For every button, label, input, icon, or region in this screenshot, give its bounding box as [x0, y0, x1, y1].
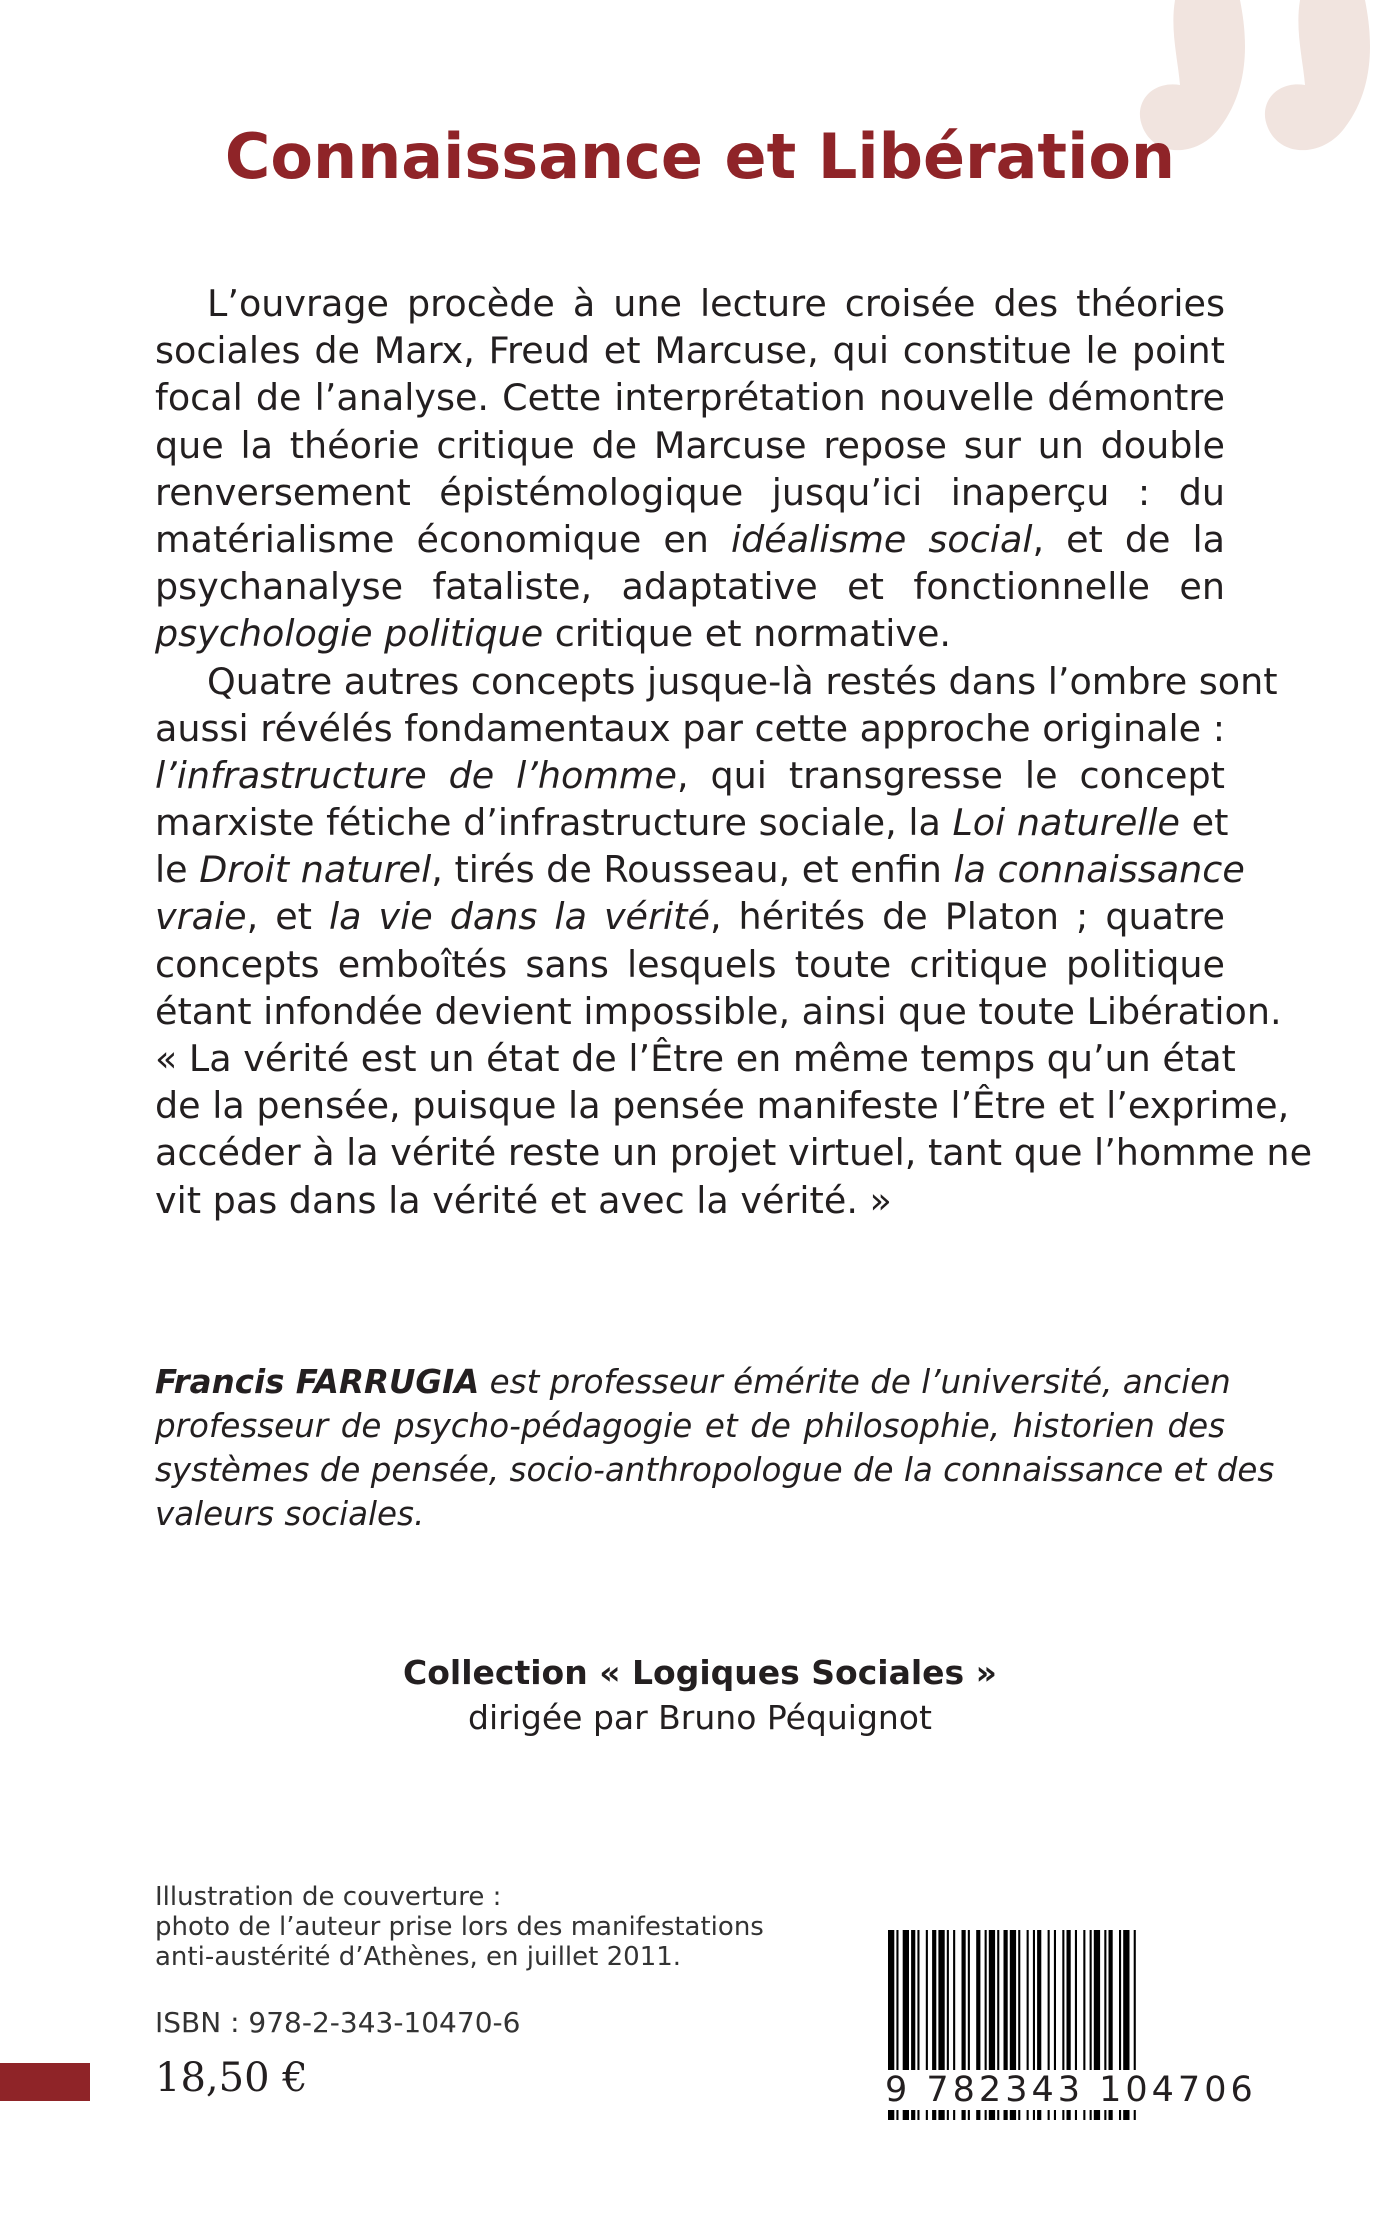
quote-line: de la pensée, puisque la pensée manifeste l’Être et l’exprime, — [155, 1084, 1290, 1128]
summary-line: focal de l’analyse. Cette interprétation nouvelle démontre — [155, 376, 1225, 420]
author-name: Francis FARRUGIA — [155, 1363, 480, 1401]
bio-line: professeur de psycho-pédagogie et de philosophie, historien des — [155, 1407, 1225, 1445]
barcode-digits: 9 782343 104706 — [885, 2070, 1257, 2110]
collection-info — [0, 1650, 1400, 1740]
summary-line: psychologie politique critique et normative. — [155, 612, 952, 656]
summary-line: étant infondée devient impossible, ainsi que toute Libération. — [155, 989, 1282, 1033]
summary-line: le Droit naturel, tirés de Rousseau, et enfin la connaissance — [155, 848, 1245, 892]
summary-line: renversement épistémologique jusqu’ici inaperçu : du — [155, 470, 1225, 514]
summary-line: marxiste fétiche d’infrastructure sociale, la Loi naturelle et — [155, 801, 1229, 845]
bio-line: valeurs sociales. — [155, 1495, 425, 1533]
isbn: ISBN : 978-2-343-10470-6 — [155, 2006, 521, 2039]
credit-line: Illustration de couverture : — [155, 1882, 502, 1912]
credit-line: photo de l’auteur prise lors des manifestations — [155, 1912, 764, 1942]
summary-text — [155, 280, 1313, 1224]
summary-line: concepts emboîtés sans lesquels toute critique politique — [155, 942, 1225, 986]
author-bio — [155, 1360, 1275, 1536]
credit-line: anti-austérité d’Athènes, en juillet 2011. — [155, 1942, 682, 1972]
summary-line: que la théorie critique de Marcuse repose sur un double — [155, 423, 1225, 467]
red-accent-bar — [0, 2063, 90, 2101]
quote-line: accéder à la vérité reste un projet virtuel, tant que l’homme ne — [155, 1131, 1313, 1175]
bio-line: Francis FARRUGIA est professeur émérite de l’université, ancien — [155, 1363, 1231, 1401]
summary-line: sociales de Marx, Freud et Marcuse, qui constitue le point — [155, 329, 1225, 373]
summary-line: matérialisme économique en idéalisme social, et de la — [155, 517, 1226, 561]
barcode-icon — [880, 1930, 1240, 2200]
book-title: Connaissance et Libération — [224, 120, 1176, 193]
summary-line: vraie, et la vie dans la vérité, hérités de Platon ; quatre — [155, 895, 1226, 939]
summary-line: aussi révélés fondamentaux par cette approche originale : — [155, 706, 1225, 750]
quote-line: vit pas dans la vérité et avec la vérité. » — [155, 1178, 892, 1222]
quote-line: « La vérité est un état de l’Être en même temps qu’un état — [155, 1037, 1236, 1080]
price: 18,50 € — [155, 2055, 308, 2101]
cover-credit — [155, 1882, 764, 1972]
summary-line: Quatre autres concepts jusque-là restés dans l’ombre sont — [207, 659, 1278, 703]
collection-director: dirigée par Bruno Péquignot — [468, 1698, 932, 1737]
summary-line: l’infrastructure de l’homme, qui transgresse le concept — [155, 753, 1225, 797]
summary-line: psychanalyse fataliste, adaptative et fonctionnelle en — [155, 565, 1225, 609]
summary-line: L’ouvrage procède à une lecture croisée des théories — [207, 282, 1225, 325]
collection-name: Collection « Logiques Sociales » — [403, 1653, 997, 1692]
bio-line: systèmes de pensée, socio-anthropologue de la connaissance et des — [155, 1451, 1275, 1489]
